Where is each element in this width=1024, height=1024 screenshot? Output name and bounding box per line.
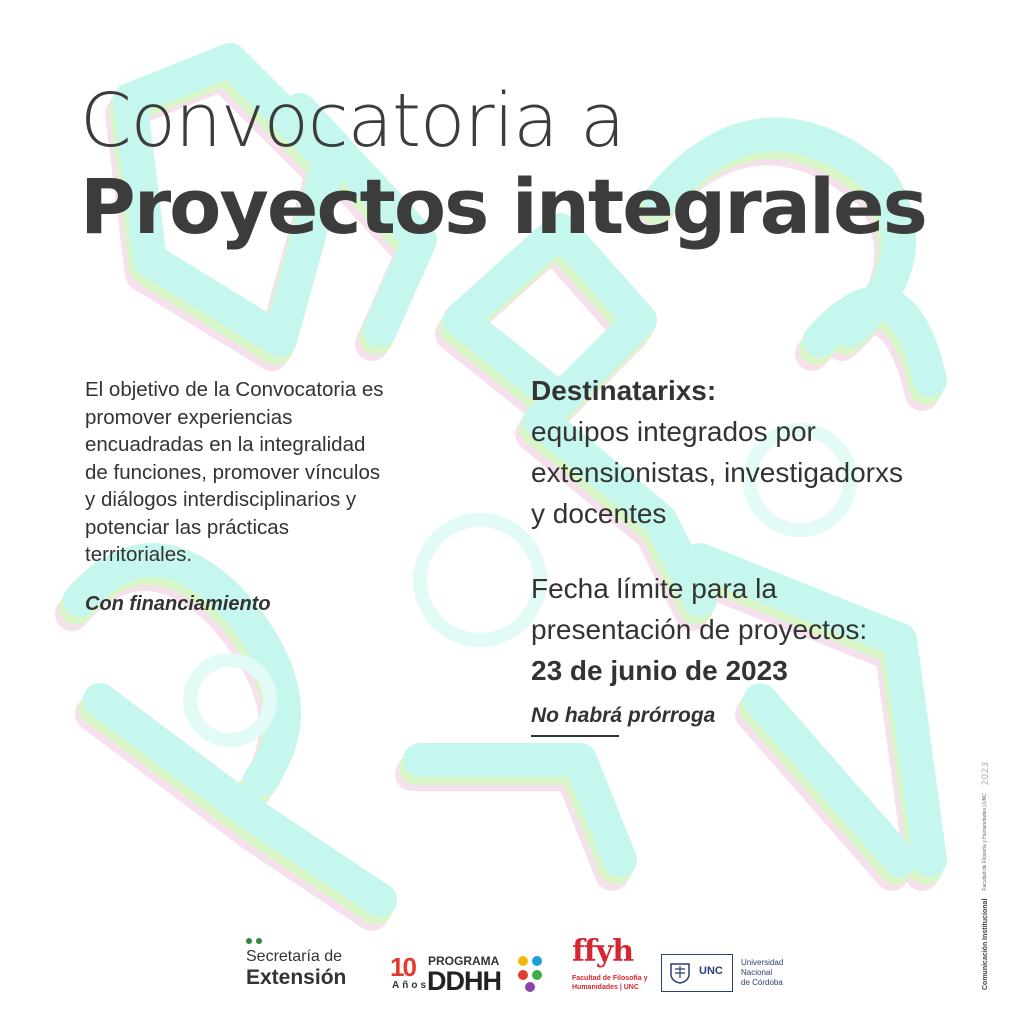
deadline-line: Fecha límite para la bbox=[531, 573, 777, 604]
ddhh-title: DDHH bbox=[427, 966, 501, 996]
unc-seal-icon bbox=[669, 960, 691, 984]
underline-divider bbox=[531, 735, 619, 737]
credit-year: 2023 bbox=[980, 761, 990, 786]
destinatarios-line: y docentes bbox=[531, 498, 667, 529]
details-column bbox=[531, 370, 971, 737]
ffyh-subtitle: Facultad de Filosofía y Humanidades | UNC bbox=[572, 975, 648, 991]
objective-line: potenciar las prácticas bbox=[85, 515, 289, 539]
objective-line: encuadradas en la integralidad bbox=[85, 433, 366, 456]
green-dot-icon bbox=[256, 938, 262, 944]
ddhh-ten: 10 bbox=[390, 952, 415, 982]
credit-line-2: Facultad de Filosofía y Humanidades | UNC bbox=[982, 793, 988, 891]
unc-logo bbox=[661, 954, 821, 994]
objective-line: de funciones, promover vínculos bbox=[85, 460, 381, 484]
credit-vertical bbox=[979, 761, 991, 990]
ddhh-programa: PROGRAMA bbox=[428, 954, 500, 968]
credit-line-1: Comunicación Institucional bbox=[981, 898, 989, 990]
unc-name-line: Universidad bbox=[741, 958, 784, 967]
title-line-2: Proyectos integrales bbox=[80, 162, 926, 251]
unc-full-name bbox=[741, 958, 811, 988]
financing-note: Con financiamiento bbox=[85, 592, 271, 615]
ffyh-name: ffyh bbox=[572, 934, 634, 969]
destinatarios-line: extensionistas, investigadorxs bbox=[531, 457, 903, 488]
objective-line: y diálogos interdisciplinarios y bbox=[85, 488, 357, 511]
secretaria-line-1: Secretaría de bbox=[246, 948, 343, 965]
unc-acronym: UNC bbox=[699, 965, 723, 977]
unc-name-line: Nacional bbox=[741, 968, 773, 977]
programa-ddhh-logo bbox=[390, 952, 550, 998]
title-line-1: Convocatoria a bbox=[80, 78, 625, 164]
destinatarios-line: equipos integrados por bbox=[531, 416, 816, 447]
unc-name-line: de Córdoba bbox=[741, 978, 783, 987]
objective-line: El objetivo de la Convocatoria es bbox=[85, 378, 384, 401]
green-dot-icon bbox=[246, 938, 252, 944]
no-extension-note: No habrá prórroga bbox=[531, 704, 716, 727]
objective-text bbox=[85, 376, 445, 618]
ddhh-anos: Años bbox=[392, 980, 429, 991]
secretaria-line-2: Extensión bbox=[246, 966, 347, 989]
colored-dots-icon bbox=[518, 956, 546, 992]
objective-line: territoriales. bbox=[85, 543, 193, 566]
ffyh-logo bbox=[572, 936, 658, 992]
deadline-date: 23 de junio de 2023 bbox=[531, 655, 788, 686]
objective-line: promover experiencias bbox=[85, 405, 293, 429]
destinatarios-heading: Destinatarixs: bbox=[531, 375, 717, 406]
logo-bar bbox=[0, 930, 1024, 1010]
secretaria-extension-logo bbox=[246, 938, 346, 990]
deadline-line: presentación de proyectos: bbox=[531, 614, 868, 645]
